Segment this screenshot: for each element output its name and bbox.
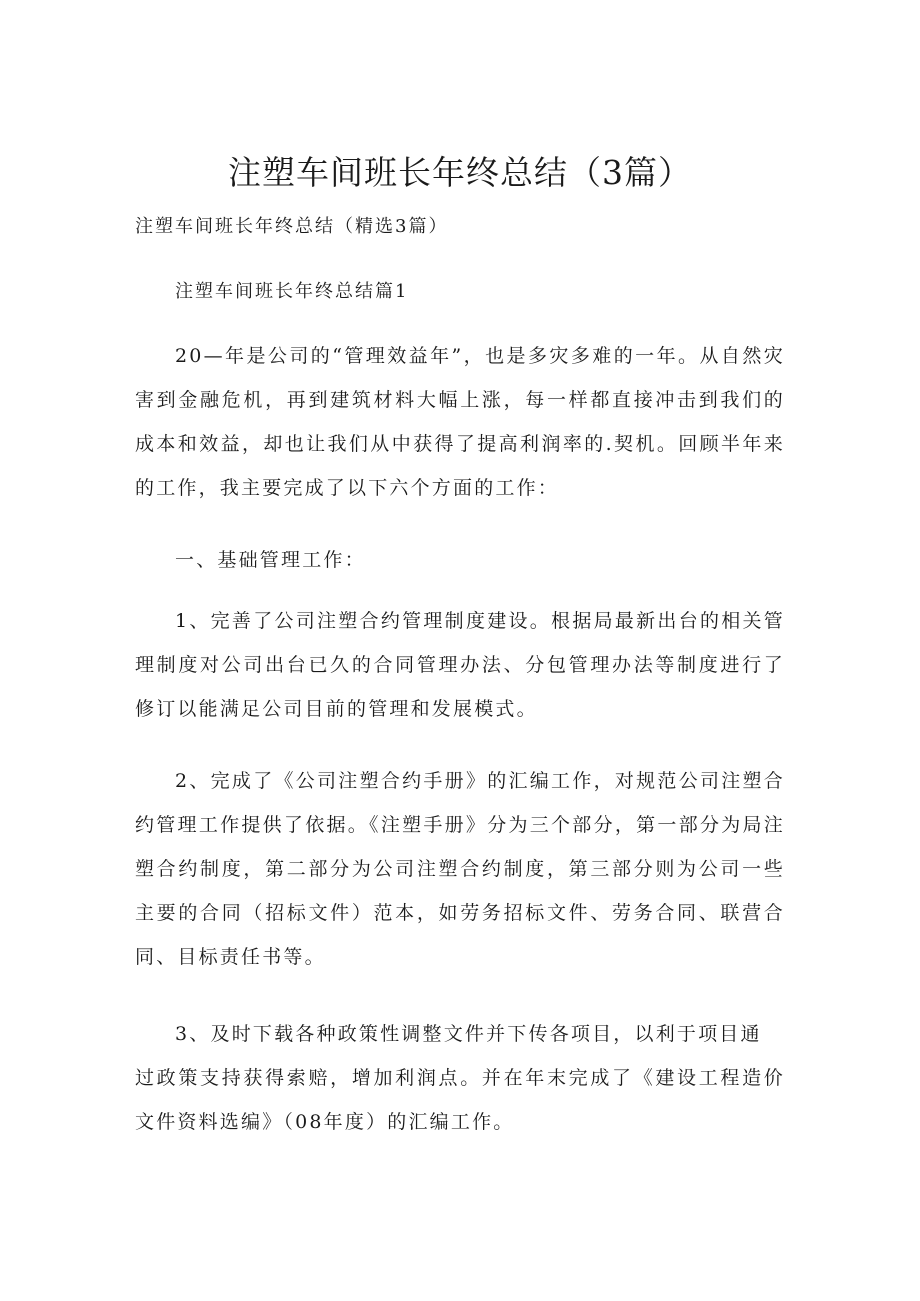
paragraph-intro: 20—年是公司的“管理效益年”，也是多灾多难的一年。从自然灾害到金融危机，再到建筑材料大幅上涨，每一样都直接冲击到我们的成本和效益，却也让我们从中获得了提高利润率的.契机。回顾半年来的工作，我主要完成了以下六个方面的工作： [135,345,785,499]
paragraph-item-2: 2、完成了《公司注塑合约手册》的汇编工作，对规范公司注塑合约管理工作提供了依据。《注塑手册》分为三个部分，第一部分为局注塑合约制度，第二部分为公司注塑合约制度，第三部分则为公司一些主要的合同（招标文件）范本，如劳务招标文件、劳务合同、联营合同、目标责任书等。 [135,770,785,968]
paragraph-item-1: 1、完善了公司注塑合约管理制度建设。根据局最新出台的相关管理制度对公司出台已久的合同管理办法、分包管理办法等制度进行了修订以能满足公司目前的管理和发展模式。 [135,610,785,720]
paragraph-item-3-line1: 3、及时下载各种政策性调整文件并下传各项目，以利于项目通 [175,1023,762,1045]
document-subtitle: 注塑车间班长年终总结（精选3篇） [135,216,449,237]
paragraph-item-3-line2: 过政策支持获得索赔，增加利润点。并在年末完成了《建设工程造价文件资料选编》（08年度）的汇编工作。 [135,1067,785,1133]
section-heading: 注塑车间班长年终总结篇1 [175,281,409,302]
document-title: 注塑车间班长年终总结（3篇） [228,153,692,192]
paragraph-item-3 [135,1012,785,1144]
paragraph-heading-basic-management: 一、基础管理工作： [175,549,366,571]
